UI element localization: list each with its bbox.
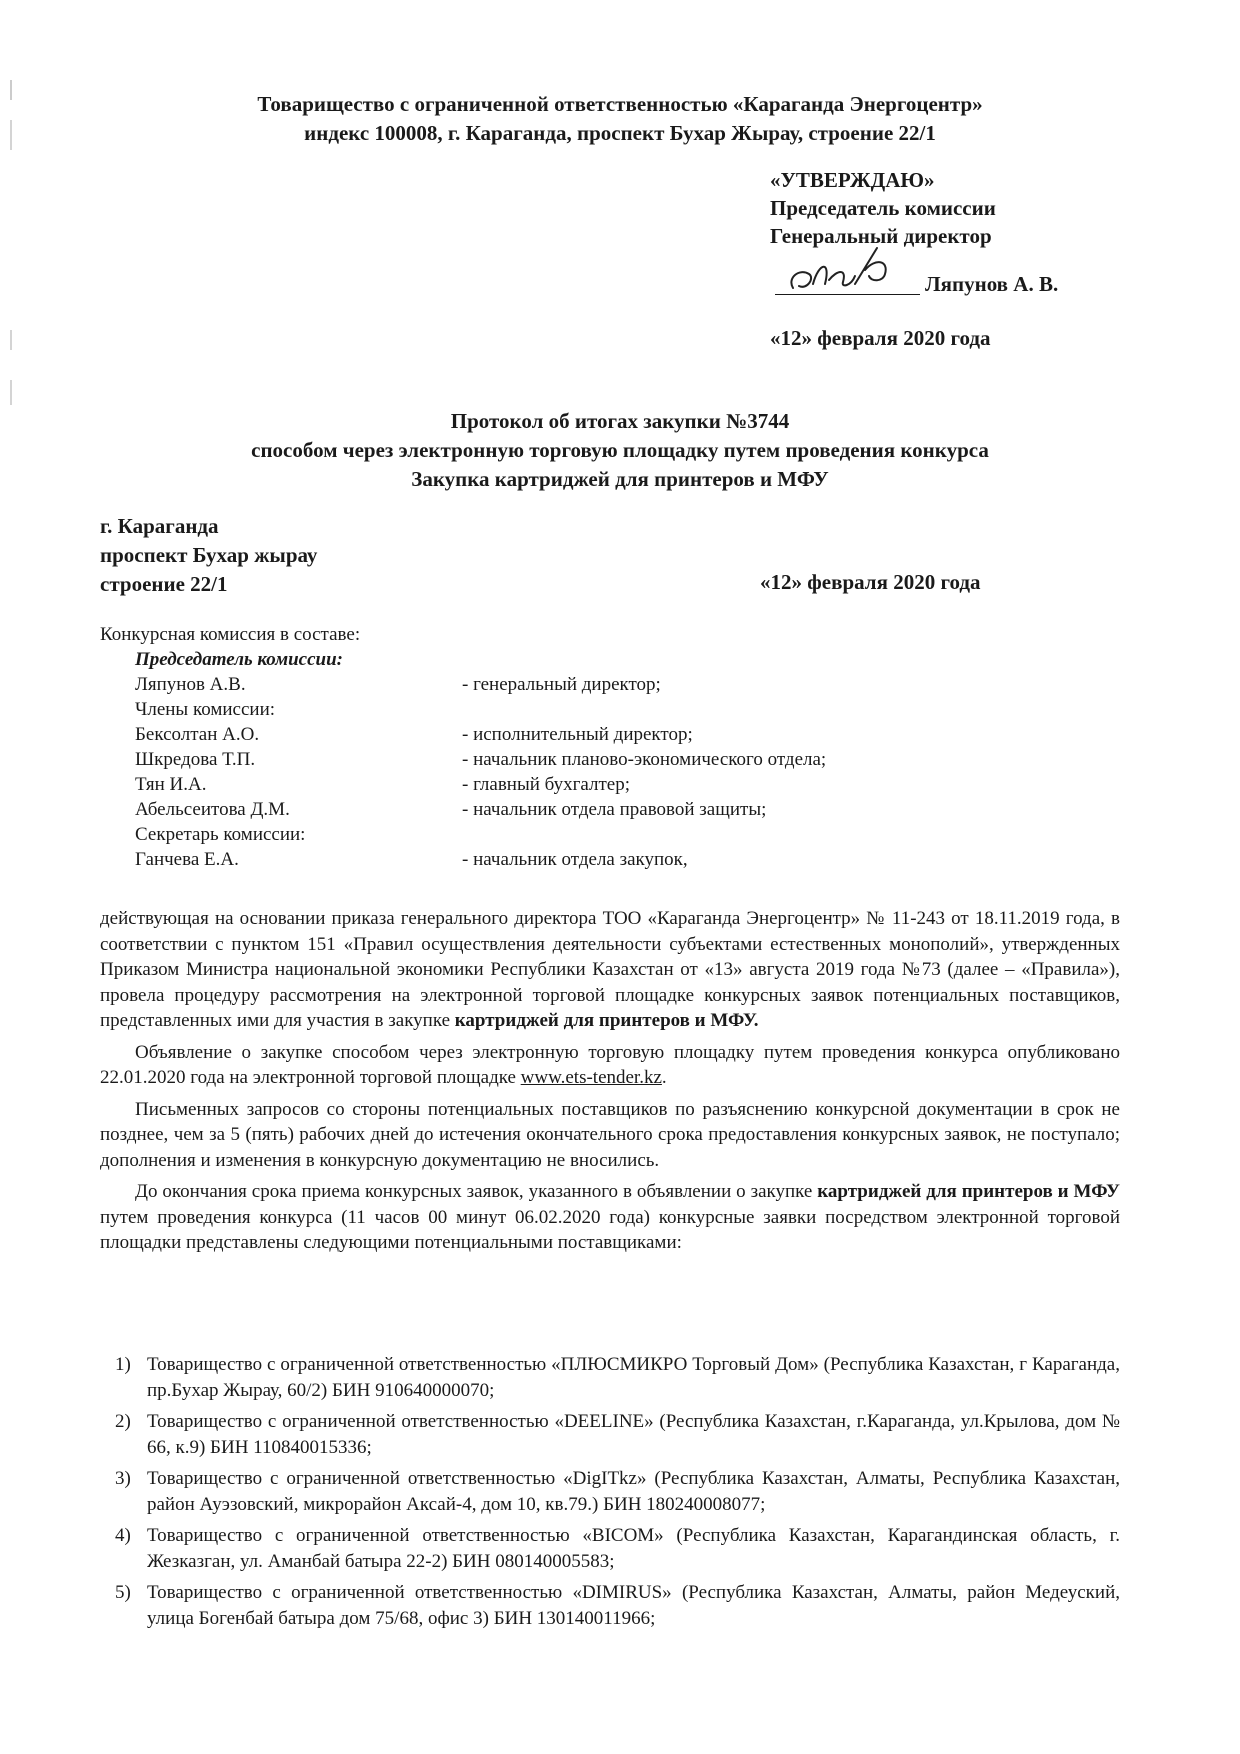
supplier-text: Товарищество с ограниченной ответственностью «ПЛЮСМИКРО Торговый Дом» (Республика Казахстан, г Караганда, пр.Бухар Жырау, 60/2) БИН 910640000070; xyxy=(147,1354,1120,1401)
place-building: строение 22/1 xyxy=(100,572,228,596)
commission-row xyxy=(100,747,1120,772)
paragraph-text: путем проведения конкурса (11 часов 00 минут 06.02.2020 года) конкурсные заявки посредством электронной торговой площадки представлены следующими потенциальными поставщиками: xyxy=(100,1206,1120,1253)
list-item xyxy=(100,1352,1120,1403)
handwritten-signature xyxy=(785,240,905,300)
paragraph-text: Объявление о закупке способом через электронную торговую площадку путем проведения конкурса опубликовано 22.01.2020 года на электронной торговой площадке xyxy=(100,1041,1120,1088)
commission-row xyxy=(100,797,1120,822)
member-name: Ганчева Е.А. xyxy=(135,849,239,870)
supplier-text: Товарищество с ограниченной ответственностью «BICOM» (Республика Казахстан, Карагандинская область, г. Жезказган, ул. Аманбай батыра 22-2) БИН 080140005583; xyxy=(147,1525,1120,1572)
title-line-2: способом через электронную торговую площадку путем проведения конкурса xyxy=(251,438,989,462)
document-body xyxy=(100,906,1120,1262)
list-number: 3) xyxy=(115,1468,131,1489)
subject-bold: картриджей для принтеров и МФУ. xyxy=(454,1010,759,1031)
title-line-3: Закупка картриджей для принтеров и МФУ xyxy=(411,467,829,491)
scan-margin-marks xyxy=(8,60,14,420)
member-role: - начальник планово-экономического отдела; xyxy=(462,749,827,770)
paragraph-text: До окончания срока приема конкурсных заявок, указанного в объявлении о закупке xyxy=(135,1181,813,1202)
approval-block xyxy=(770,166,996,250)
paragraph-text: действующая на основании приказа генерального директора ТОО «Караганда Энергоцентр» № 11-243 от 18.11.2019 года, в соответствии с пунктом 151 «Правил осуществления деятельности субъектами естественных монополий», утвержденных Приказом Министра национальной экономики Республики Казахстан от «13» августа 2019 года №73 (далее – «Правила»), провела процедуру рассмотрения на электронной торговой площадке конкурсных заявок потенциальных поставщиков, представленных ими для участия в закупке xyxy=(100,908,1120,1031)
title-line-1: Протокол об итогах закупки №3744 xyxy=(450,409,790,433)
organization-header xyxy=(140,90,1100,148)
paragraph-announcement xyxy=(100,1040,1120,1091)
commission-row xyxy=(100,772,1120,797)
list-number: 1) xyxy=(115,1354,131,1375)
paragraph-requests xyxy=(100,1097,1120,1174)
paragraph-basis xyxy=(100,906,1120,1034)
list-number: 4) xyxy=(115,1525,131,1546)
paragraph-deadline xyxy=(100,1179,1120,1256)
secretary-label: Секретарь комиссии: xyxy=(135,824,306,845)
organization-address: индекс 100008, г. Караганда, проспект Бухар Жырау, строение 22/1 xyxy=(304,121,936,145)
commission-composition xyxy=(100,622,1120,872)
document-date: «12» февраля 2020 года xyxy=(760,570,981,594)
signature-line xyxy=(775,262,920,295)
place-street: проспект Бухар жырау xyxy=(100,543,318,567)
member-role: - исполнительный директор; xyxy=(462,724,693,745)
member-name: Ляпунов А.В. xyxy=(135,674,246,695)
member-name: Шкредова Т.П. xyxy=(135,749,256,770)
approval-position: Председатель комиссии xyxy=(770,196,996,220)
paragraph-text: Письменных запросов со стороны потенциальных поставщиков по разъяснению конкурсной документации в срок не позднее, чем за 5 (пять) рабочих дней до истечения окончательного срока предоставления конкурсных заявок, не поступало; дополнения и изменения в конкурсную документацию не вносились. xyxy=(100,1098,1120,1171)
commission-row xyxy=(100,847,1120,872)
member-role: - главный бухгалтер; xyxy=(462,774,630,795)
list-item xyxy=(100,1580,1120,1631)
approval-heading: «УТВЕРЖДАЮ» xyxy=(770,168,935,192)
list-number: 5) xyxy=(115,1582,131,1603)
supplier-text: Товарищество с ограниченной ответственностью «DIMIRUS» (Республика Казахстан, Алматы, район Медеуский, улица Богенбай батыра дом 75/68, офис 3) БИН 130140011966; xyxy=(147,1582,1120,1629)
member-name: Абельсеитова Д.М. xyxy=(135,799,290,820)
supplier-text: Товарищество с ограниченной ответственностью «DigITkz» (Республика Казахстан, Алматы, Республика Казахстан, район Ауэзовский, микрорайон Аксай-4, дом 10, кв.79.) БИН 180240008077; xyxy=(147,1468,1120,1515)
approval-title: Генеральный директор xyxy=(770,224,992,248)
commission-row xyxy=(100,672,1120,697)
subject-bold: картриджей для принтеров и МФУ xyxy=(817,1181,1121,1202)
member-role: - начальник отдела закупок, xyxy=(462,849,688,870)
approval-date: «12» февраля 2020 года xyxy=(770,326,991,350)
tender-site-link[interactable]: www.ets-tender.kz xyxy=(520,1067,662,1088)
organization-name: Товарищество с ограниченной ответственностью «Караганда Энергоцентр» xyxy=(257,92,983,116)
list-item xyxy=(100,1466,1120,1517)
document-place xyxy=(100,512,317,599)
commission-intro: Конкурсная комиссия в составе: xyxy=(100,624,361,645)
members-label: Члены комиссии: xyxy=(135,699,276,720)
list-item xyxy=(100,1409,1120,1460)
paragraph-end: . xyxy=(661,1067,667,1088)
member-role: - генеральный директор; xyxy=(462,674,661,695)
supplier-text: Товарищество с ограниченной ответственностью «DEELINE» (Республика Казахстан, г.Караганда, ул.Крылова, дом № 66, к.9) БИН 110840015336; xyxy=(147,1411,1120,1458)
member-name: Тян И.А. xyxy=(135,774,207,795)
member-name: Бексолтан А.О. xyxy=(135,724,260,745)
document-title xyxy=(140,407,1100,494)
commission-row xyxy=(100,722,1120,747)
place-city: г. Караганда xyxy=(100,514,219,538)
chair-label: Председатель комиссии: xyxy=(135,649,343,670)
list-item xyxy=(100,1523,1120,1574)
signer-name: Ляпунов А. В. xyxy=(925,272,1059,296)
list-number: 2) xyxy=(115,1411,131,1432)
member-role: - начальник отдела правовой защиты; xyxy=(462,799,767,820)
suppliers-list xyxy=(100,1352,1120,1637)
